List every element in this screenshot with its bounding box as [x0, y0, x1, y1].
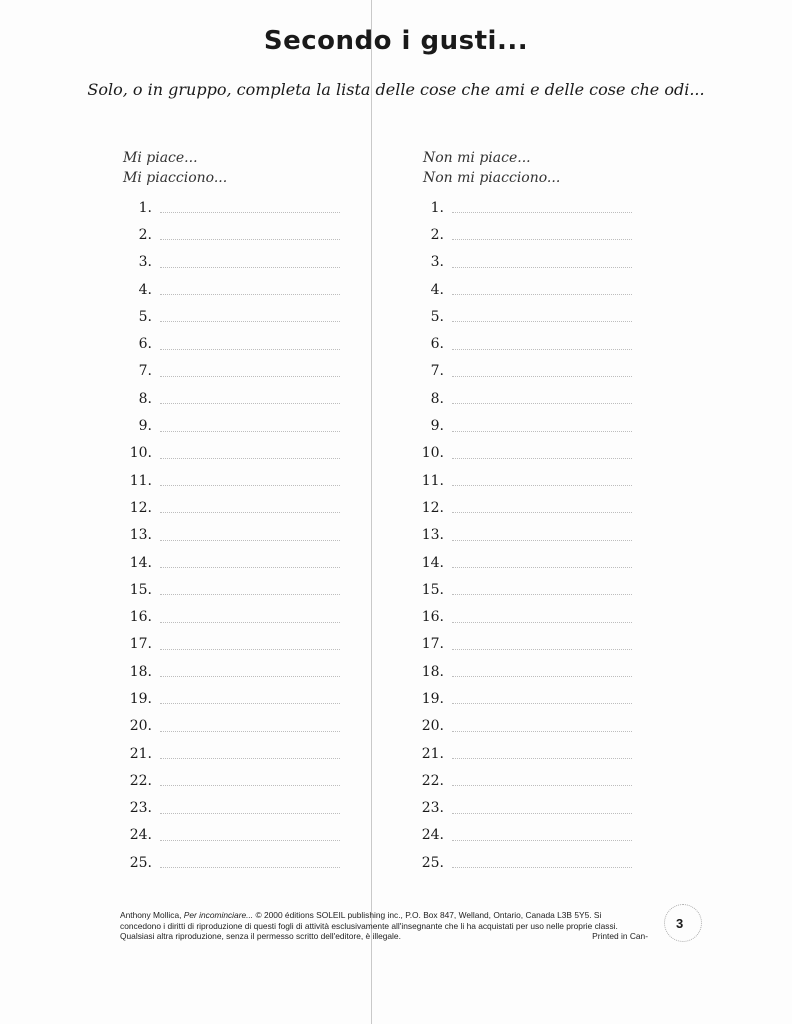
likes-item [128, 276, 340, 303]
dislikes-answer-line[interactable] [452, 339, 632, 350]
dislikes-item [420, 249, 632, 276]
likes-item [128, 822, 340, 849]
likes-item [128, 576, 340, 603]
likes-item [128, 767, 340, 794]
page-fold-line [371, 0, 372, 1024]
dislikes-answer-line[interactable] [452, 830, 632, 841]
dislikes-item-number: 7. [430, 363, 444, 380]
likes-item-number: 19. [129, 690, 152, 707]
dislikes-item-number: 1. [430, 199, 444, 216]
dislikes-list [420, 194, 632, 876]
likes-answer-line[interactable] [160, 202, 340, 213]
footer-line-2: concedono i diritti di riproduzione di questi fogli di attività esclusivamente all'insegnante che li ha acquistati per uso nelle proprie classi. [120, 920, 618, 931]
dislikes-item-number: 23. [421, 800, 444, 817]
dislikes-item-number: 22. [421, 772, 444, 789]
dislikes-answer-line[interactable] [452, 284, 632, 295]
likes-item-number: 4. [138, 281, 152, 298]
dislikes-item [420, 549, 632, 576]
likes-answer-line[interactable] [160, 284, 340, 295]
dislikes-item-number: 18. [421, 663, 444, 680]
dislikes-answer-line[interactable] [452, 584, 632, 595]
dislikes-answer-line[interactable] [452, 612, 632, 623]
dislikes-answer-line[interactable] [452, 857, 632, 868]
likes-item-number: 8. [138, 390, 152, 407]
dislikes-item [420, 194, 632, 221]
dislikes-item [420, 385, 632, 412]
likes-item-number: 14. [129, 554, 152, 571]
likes-answer-line[interactable] [160, 393, 340, 404]
dislikes-item [420, 849, 632, 876]
dislikes-item-number: 21. [421, 745, 444, 762]
likes-answer-line[interactable] [160, 748, 340, 759]
likes-item-number: 13. [129, 527, 152, 544]
footer-publisher: © 2000 éditions SOLEIL publishing inc., P.O. Box 847, Welland, Ontario, Canada L3B 5Y5. Si [253, 910, 602, 920]
dislikes-answer-line[interactable] [452, 202, 632, 213]
likes-item-number: 5. [138, 308, 152, 325]
dislikes-item-number: 10. [421, 445, 444, 462]
likes-item [128, 412, 340, 439]
dislikes-item-number: 8. [430, 390, 444, 407]
likes-answer-line[interactable] [160, 584, 340, 595]
likes-item [128, 494, 340, 521]
likes-item [128, 549, 340, 576]
likes-answer-line[interactable] [160, 421, 340, 432]
likes-list [128, 194, 340, 876]
dislikes-item-number: 2. [430, 226, 444, 243]
likes-item-number: 1. [138, 199, 152, 216]
likes-answer-line[interactable] [160, 666, 340, 677]
dislikes-item-number: 4. [430, 281, 444, 298]
dislikes-answer-line[interactable] [452, 775, 632, 786]
dislikes-item-number: 24. [421, 827, 444, 844]
likes-heading-plural: Mi piacciono... [123, 170, 228, 186]
likes-item-number: 23. [129, 800, 152, 817]
footer-line-3: Qualsiasi altra riproduzione, senza il permesso scritto dell'editore, è illegale. [120, 931, 401, 941]
dislikes-answer-line[interactable] [452, 475, 632, 486]
likes-item-number: 3. [138, 254, 152, 271]
likes-item-number: 7. [138, 363, 152, 380]
dislikes-item-number: 16. [421, 609, 444, 626]
dislikes-answer-line[interactable] [452, 257, 632, 268]
likes-answer-line[interactable] [160, 857, 340, 868]
page-number: 3 [676, 916, 684, 931]
likes-heading [123, 148, 227, 188]
likes-answer-line[interactable] [160, 639, 340, 650]
likes-item-number: 11. [129, 472, 152, 489]
dislikes-item-number: 15. [421, 581, 444, 598]
dislikes-item-number: 19. [421, 690, 444, 707]
dislikes-answer-line[interactable] [452, 666, 632, 677]
likes-item-number: 16. [129, 609, 152, 626]
likes-item [128, 385, 340, 412]
dislikes-item-number: 17. [421, 636, 444, 653]
likes-answer-line[interactable] [160, 693, 340, 704]
likes-item [128, 631, 340, 658]
likes-item [128, 303, 340, 330]
instructions: Solo, o in gruppo, completa la lista delle cose che ami e delle cose che odi... [87, 80, 705, 99]
dislikes-answer-line[interactable] [452, 530, 632, 541]
footer-printed: Printed in Can- [592, 931, 648, 941]
dislikes-answer-line[interactable] [452, 311, 632, 322]
likes-item [128, 658, 340, 685]
likes-item-number: 15. [129, 581, 152, 598]
dislikes-item [420, 276, 632, 303]
likes-item [128, 685, 340, 712]
dislikes-answer-line[interactable] [452, 366, 632, 377]
dislikes-item-number: 25. [421, 854, 444, 871]
dislikes-answer-line[interactable] [452, 748, 632, 759]
likes-item-number: 12. [129, 499, 152, 516]
likes-item-number: 24. [129, 827, 152, 844]
dislikes-item [420, 603, 632, 630]
dislikes-item-number: 13. [421, 527, 444, 544]
footer-author: Anthony Mollica, [120, 910, 184, 920]
dislikes-item [420, 358, 632, 385]
likes-item-number: 9. [138, 418, 152, 435]
likes-answer-line[interactable] [160, 502, 340, 513]
likes-item [128, 249, 340, 276]
likes-answer-line[interactable] [160, 557, 340, 568]
likes-answer-line[interactable] [160, 721, 340, 732]
page-title: Secondo i gusti... [263, 26, 529, 56]
likes-item-number: 25. [129, 854, 152, 871]
likes-item [128, 795, 340, 822]
dislikes-item-number: 5. [430, 308, 444, 325]
dislikes-item [420, 467, 632, 494]
dislikes-item [420, 576, 632, 603]
dislikes-answer-line[interactable] [452, 229, 632, 240]
dislikes-item [420, 631, 632, 658]
dislikes-item-number: 20. [421, 718, 444, 735]
likes-answer-line[interactable] [160, 775, 340, 786]
likes-item-number: 21. [129, 745, 152, 762]
dislikes-item [420, 494, 632, 521]
dislikes-item [420, 713, 632, 740]
likes-item-number: 6. [138, 336, 152, 353]
likes-answer-line[interactable] [160, 475, 340, 486]
likes-answer-line[interactable] [160, 339, 340, 350]
likes-item [128, 440, 340, 467]
dislikes-item [420, 221, 632, 248]
dislikes-answer-line[interactable] [452, 448, 632, 459]
dislikes-item [420, 330, 632, 357]
dislikes-heading-plural: Non mi piacciono... [423, 170, 561, 186]
dislikes-heading [423, 148, 560, 188]
dislikes-answer-line[interactable] [452, 693, 632, 704]
likes-answer-line[interactable] [160, 311, 340, 322]
likes-answer-line[interactable] [160, 803, 340, 814]
likes-item [128, 740, 340, 767]
dislikes-item-number: 14. [421, 554, 444, 571]
dislikes-item-number: 11. [421, 472, 444, 489]
likes-item-number: 22. [129, 772, 152, 789]
likes-item [128, 522, 340, 549]
likes-answer-line[interactable] [160, 366, 340, 377]
likes-item [128, 713, 340, 740]
dislikes-item-number: 6. [430, 336, 444, 353]
dislikes-answer-line[interactable] [452, 803, 632, 814]
likes-item-number: 17. [129, 636, 152, 653]
likes-item [128, 603, 340, 630]
dislikes-item [420, 412, 632, 439]
likes-item [128, 330, 340, 357]
dislikes-answer-line[interactable] [452, 421, 632, 432]
likes-answer-line[interactable] [160, 448, 340, 459]
dislikes-item [420, 303, 632, 330]
likes-item-number: 20. [129, 718, 152, 735]
dislikes-answer-line[interactable] [452, 557, 632, 568]
footer-line-1 [120, 910, 648, 921]
likes-item [128, 358, 340, 385]
dislikes-answer-line[interactable] [452, 639, 632, 650]
copyright-footer [120, 910, 648, 942]
likes-item [128, 221, 340, 248]
dislikes-answer-line[interactable] [452, 721, 632, 732]
likes-item-number: 10. [129, 445, 152, 462]
dislikes-answer-line[interactable] [452, 502, 632, 513]
dislikes-answer-line[interactable] [452, 393, 632, 404]
dislikes-item-number: 9. [430, 418, 444, 435]
dislikes-item [420, 440, 632, 467]
dislikes-item [420, 767, 632, 794]
dislikes-item [420, 522, 632, 549]
dislikes-item [420, 740, 632, 767]
likes-item [128, 849, 340, 876]
likes-item-number: 2. [138, 226, 152, 243]
likes-heading-singular: Mi piace... [123, 150, 198, 166]
dislikes-item-number: 3. [430, 254, 444, 271]
footer-book-title: Per incominciare... [183, 910, 254, 920]
dislikes-item [420, 658, 632, 685]
dislikes-item [420, 685, 632, 712]
likes-item [128, 194, 340, 221]
likes-answer-line[interactable] [160, 830, 340, 841]
dislikes-item-number: 12. [421, 499, 444, 516]
likes-answer-line[interactable] [160, 612, 340, 623]
dislikes-heading-singular: Non mi piace... [423, 150, 531, 166]
likes-answer-line[interactable] [160, 229, 340, 240]
dislikes-item [420, 795, 632, 822]
likes-answer-line[interactable] [160, 530, 340, 541]
likes-item-number: 18. [129, 663, 152, 680]
likes-item [128, 467, 340, 494]
likes-answer-line[interactable] [160, 257, 340, 268]
dislikes-item [420, 822, 632, 849]
